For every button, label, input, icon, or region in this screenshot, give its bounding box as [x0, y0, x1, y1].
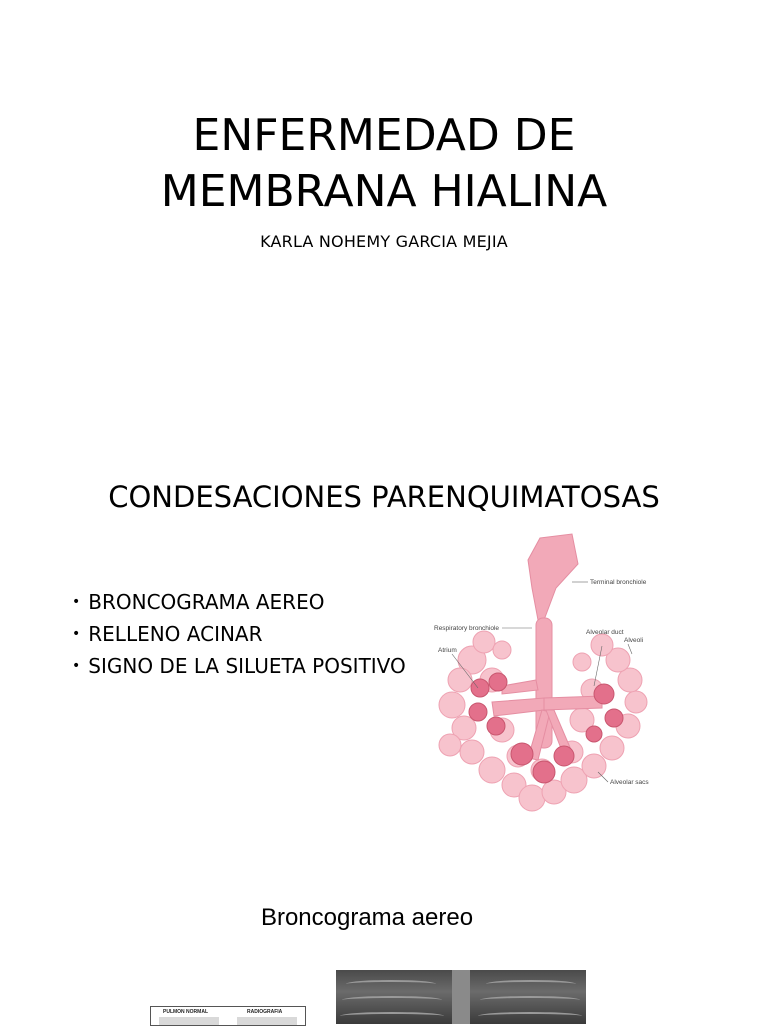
- acinus-diagram: [432, 530, 652, 822]
- title-line-2: MEMBRANA HIALINA: [160, 166, 608, 217]
- bullet-item: • RELLENO ACINAR: [72, 622, 263, 646]
- air-bronchogram-slide: [0, 890, 768, 1024]
- label-alveolar-duct: Alveolar duct: [586, 629, 624, 636]
- bullet-list: [72, 586, 442, 682]
- title-slide: [0, 0, 768, 300]
- table-header-radiography: RADIOGRAFIA: [247, 1009, 283, 1015]
- author-name: KARLA NOHEMY GARCIA MEJIA: [260, 232, 508, 251]
- slide-heading: CONDESACIONES PARENQUIMATOSAS: [108, 480, 660, 514]
- bullet-dot-icon: •: [72, 658, 81, 674]
- comparison-table: [150, 1006, 306, 1026]
- chest-xray-image: [336, 970, 586, 1024]
- label-alveolar-sacs: Alveolar sacs: [610, 779, 649, 786]
- label-terminal-bronchiole: Terminal bronchiole: [590, 579, 647, 586]
- title-line-1: ENFERMEDAD DE: [192, 110, 576, 161]
- slide-heading: Broncograma aereo: [260, 904, 474, 931]
- bullet-item: • SIGNO DE LA SILUETA POSITIVO: [72, 654, 406, 678]
- table-header-normal-lung: PULMON NORMAL: [163, 1009, 208, 1015]
- label-atrium: Atrium: [438, 647, 457, 654]
- presentation-title: [0, 108, 768, 220]
- bullet-dot-icon: •: [72, 626, 81, 642]
- acinus-illustration: [432, 530, 652, 822]
- label-alveoli: Alveoli: [624, 637, 644, 644]
- bullet-item: • BRONCOGRAMA AEREO: [72, 590, 325, 614]
- condensations-slide: [0, 470, 768, 850]
- bullet-dot-icon: •: [72, 594, 81, 610]
- label-respiratory-bronchiole: Respiratory bronchiole: [434, 625, 500, 632]
